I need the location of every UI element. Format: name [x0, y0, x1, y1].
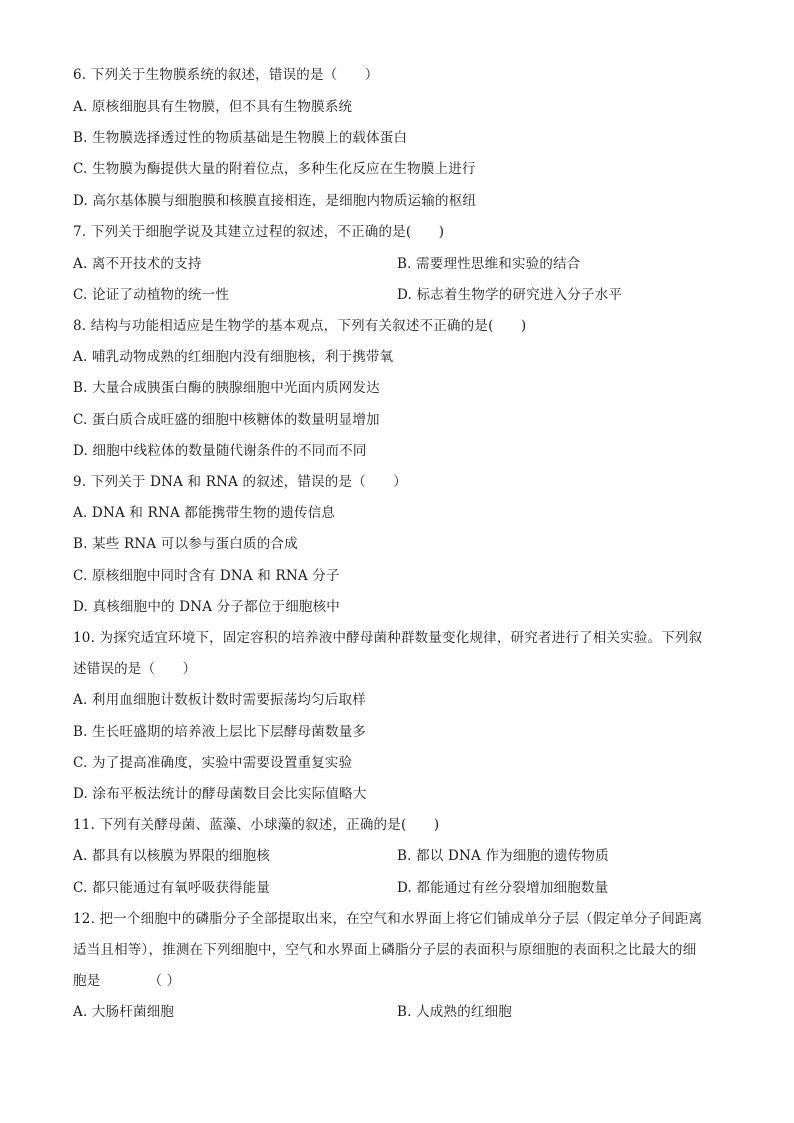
question-6-option-b: B. 生物膜选择透过性的物质基础是生物膜上的载体蛋白 [73, 130, 408, 146]
question-8-option-b: B. 大量合成胰蛋白酶的胰腺细胞中光面内质网发达 [73, 380, 380, 396]
question-6-option-c: C. 生物膜为酶提供大量的附着位点，多种生化反应在生物膜上进行 [73, 161, 476, 177]
question-8-stem: 8. 结构与功能相适应是生物学的基本观点，下列有关叙述不正确的是( ) [73, 318, 527, 334]
question-12-stem-line-3: 胞是 （ ） [73, 973, 181, 989]
question-7-option-b: B. 需要理性思维和实验的结合 [397, 256, 581, 272]
question-12-option-b: B. 人成熟的红细胞 [397, 1004, 513, 1020]
question-6-stem: 6. 下列关于生物膜系统的叙述，错误的是（ ） [73, 67, 379, 83]
question-10-option-c: C. 为了提高准确度，实验中需要设置重复实验 [73, 755, 353, 771]
question-9-option-c: C. 原核细胞中同时含有 DNA 和 RNA 分子 [73, 568, 340, 584]
question-8-option-d: D. 细胞中线粒体的数量随代谢条件的不同而不同 [73, 443, 367, 459]
question-12-option-a: A. 大肠杆菌细胞 [73, 1004, 175, 1020]
question-10-stem-line-1: 10. 为探究适宜环境下，固定容积的培养液中酵母菌种群数量变化规律，研究者进行了相关实验。下列叙 [73, 630, 703, 646]
question-6-option-d: D. 高尔基体膜与细胞膜和核膜直接相连，是细胞内物质运输的枢纽 [73, 193, 477, 209]
question-9-option-a: A. DNA 和 RNA 都能携带生物的遗传信息 [73, 505, 336, 521]
question-12-stem-line-1: 12. 把一个细胞中的磷脂分子全部提取出来，在空气和水界面上将它们铺成单分子层（假定单分子间距离 [73, 911, 703, 927]
question-11-option-a: A. 都具有以核膜为界限的细胞核 [73, 848, 271, 864]
question-7-option-d: D. 标志着生物学的研究进入分子水平 [397, 287, 623, 303]
question-11-stem: 11. 下列有关酵母菌、蓝藻、小球藻的叙述，正确的是( ) [73, 817, 440, 833]
question-8-option-a: A. 哺乳动物成熟的红细胞内没有细胞核，利于携带氧 [73, 349, 394, 365]
question-11-option-d: D. 都能通过有丝分裂增加细胞数量 [397, 880, 609, 896]
question-10-option-a: A. 利用血细胞计数板计数时需要振荡均匀后取样 [73, 692, 366, 708]
question-11-option-c: C. 都只能通过有氧呼吸获得能量 [73, 880, 271, 896]
question-7-option-c: C. 论证了动植物的统一性 [73, 287, 230, 303]
question-8-option-c: C. 蛋白质合成旺盛的细胞中核糖体的数量明显增加 [73, 412, 380, 428]
question-9-option-b: B. 某些 RNA 可以参与蛋白质的合成 [73, 536, 298, 552]
question-10-option-d: D. 涂布平板法统计的酵母菌数目会比实际值略大 [73, 786, 367, 802]
question-12-stem-line-2: 适当且相等），推测在下列细胞中，空气和水界面上磷脂分子层的表面积与原细胞的表面积之比最大的细 [73, 942, 697, 958]
question-9-stem: 9. 下列关于 DNA 和 RNA 的叙述，错误的是（ ） [73, 474, 407, 490]
question-7-option-a: A. 离不开技术的支持 [73, 256, 202, 272]
question-7-stem: 7. 下列关于细胞学说及其建立过程的叙述，不正确的是( ) [73, 224, 445, 240]
question-6-option-a: A. 原核细胞具有生物膜，但不具有生物膜系统 [73, 99, 353, 115]
question-10-option-b: B. 生长旺盛期的培养液上层比下层酵母菌数量多 [73, 724, 367, 740]
question-11-option-b: B. 都以 DNA 作为细胞的遗传物质 [397, 848, 609, 864]
question-9-option-d: D. 真核细胞中的 DNA 分子都位于细胞核中 [73, 599, 340, 615]
question-10-stem-line-2: 述错误的是（ ） [73, 661, 197, 677]
